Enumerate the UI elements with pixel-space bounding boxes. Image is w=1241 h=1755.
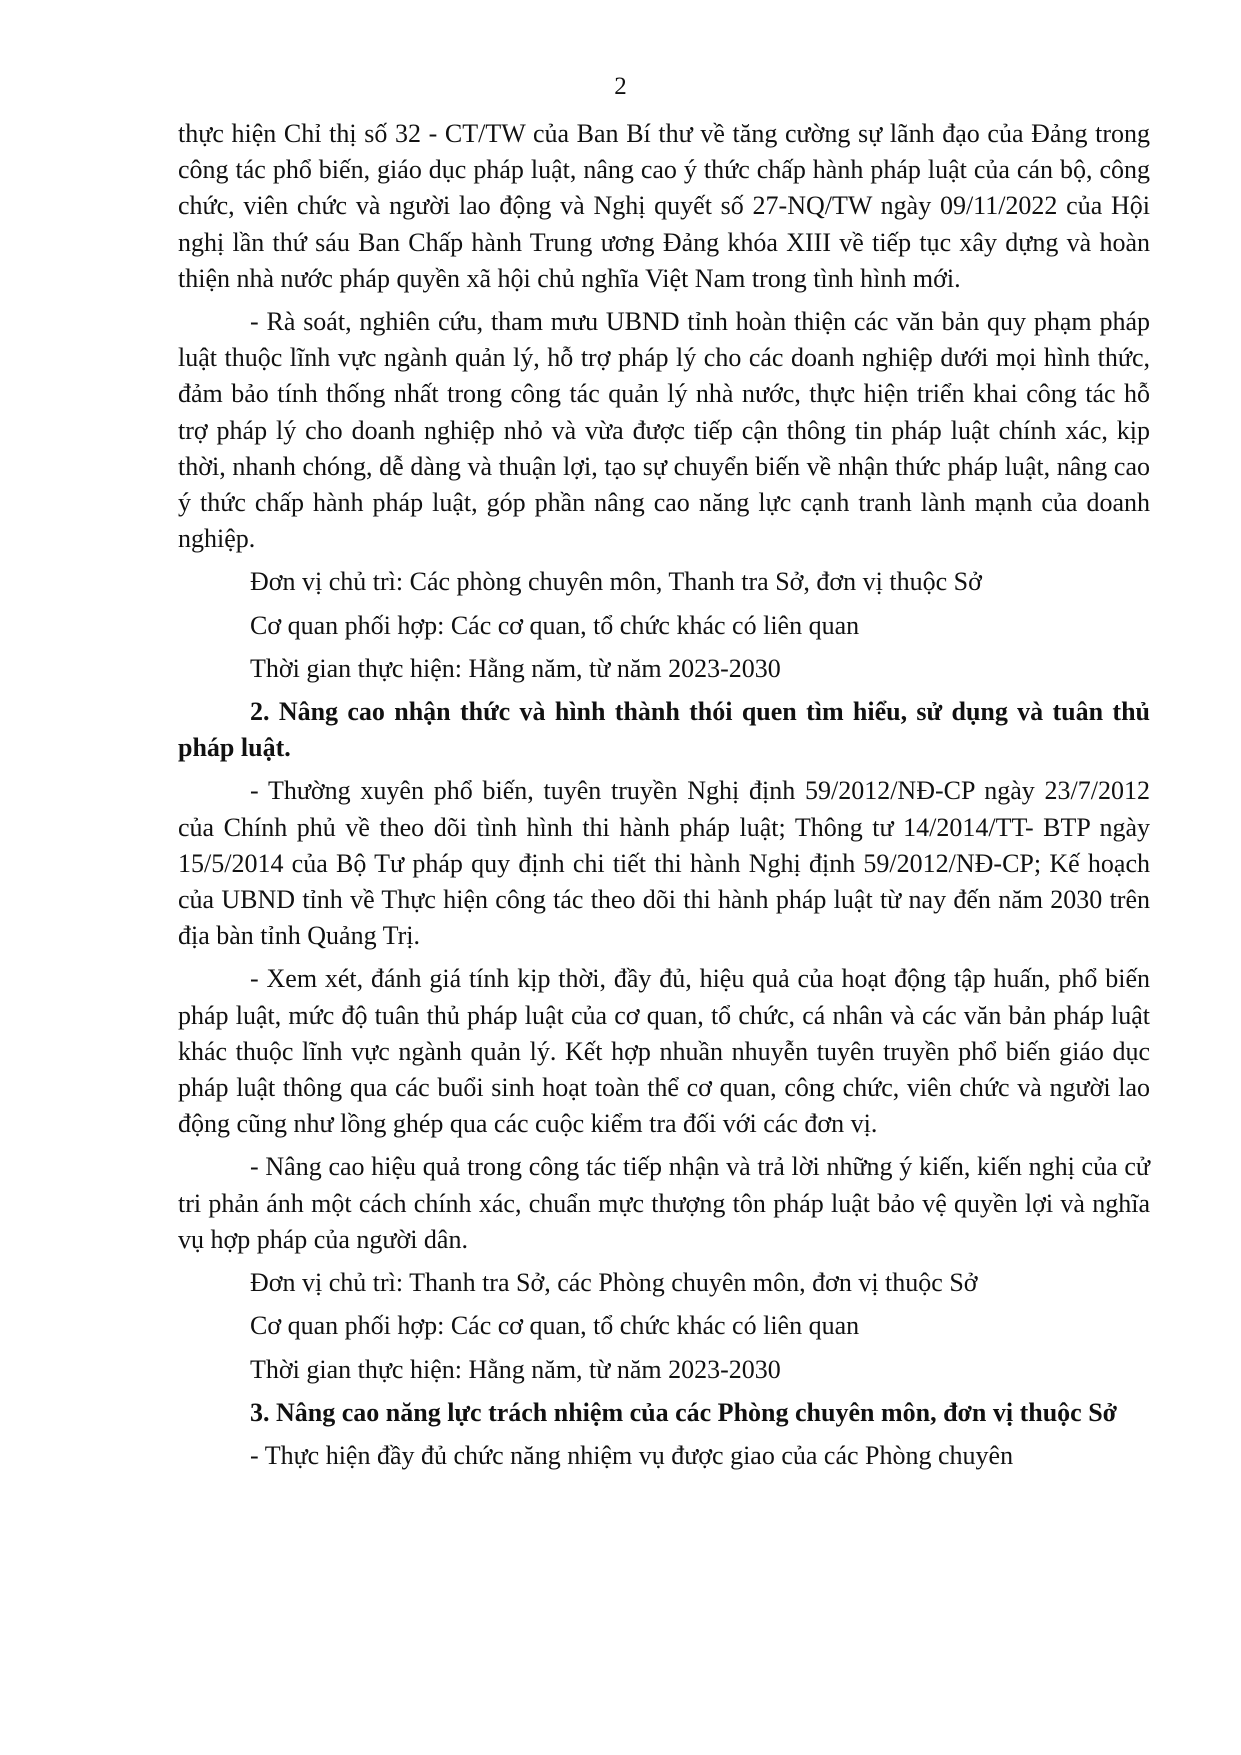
document-body (178, 116, 1150, 1481)
paragraph-perform-duties: - Thực hiện đầy đủ chức năng nhiệm vụ được giao của các Phòng chuyên (250, 1440, 1014, 1470)
lead-unit-line: Đơn vị chủ trì: Các phòng chuyên môn, Thanh tra Sở, đơn vị thuộc Sở (250, 567, 982, 597)
lead-unit-line: Đơn vị chủ trì: Thanh tra Sở, các Phòng chuyên môn, đơn vị thuộc Sở (250, 1268, 978, 1298)
paragraph-continuation: thực hiện Chỉ thị số 32 - CT/TW của Ban Bí thư về tăng cường sự lãnh đạo của Đảng trong công tác phổ biến, giáo dục pháp luật, nâng cao ý thức chấp hành pháp luật của cán bộ, công chức, viên chức và người lao động và Nghị quyết số 27-NQ/TW ngày 09/11/2022 của Hội nghị lần thứ sáu Ban Chấp hành Trung ương Đảng khóa XIII về tiếp tục xây dựng và hoàn thiện nhà nước pháp quyền xã hội chủ nghĩa Việt Nam trong tình hình mới. (178, 119, 1150, 293)
section-heading-2: 2. Nâng cao nhận thức và hình thành thói quen tìm hiểu, sử dụng và tuân thủ pháp luật. (178, 697, 1150, 763)
coordinating-agency-line: Cơ quan phối hợp: Các cơ quan, tổ chức khác có liên quan (250, 1311, 860, 1341)
section-heading-3: 3. Nâng cao năng lực trách nhiệm của các Phòng chuyên môn, đơn vị thuộc Sở (250, 1397, 1118, 1427)
page-number: 2 (614, 73, 627, 100)
paragraph-disseminate-decree: - Thường xuyên phổ biến, tuyên truyền Nghị định 59/2012/NĐ-CP ngày 23/7/2012 của Chính phủ về theo dõi tình hình thi hành pháp luật; Thông tư 14/2014/TT- BTP ngày 15/5/2014 của Bộ Tư pháp quy định chi tiết thi hành Nghị định 59/2012/NĐ-CP; Kế hoạch của UBND tỉnh về Thực hiện công tác theo dõi thi hành pháp luật từ nay đến năm 2030 trên địa bàn tỉnh Quảng Trị. (178, 776, 1150, 951)
paragraph-evaluate-training: - Xem xét, đánh giá tính kịp thời, đầy đủ, hiệu quả của hoạt động tập huấn, phổ biến pháp luật, mức độ tuân thủ pháp luật của cơ quan, tổ chức, cá nhân và các văn bản pháp luật khác thuộc lĩnh vực ngành quản lý. Kết hợp nhuần nhuyễn tuyên truyền phổ biến giáo dục pháp luật thông qua các buổi sinh hoạt toàn thể cơ quan, công chức, viên chức và người lao động cũng như lồng ghép qua các cuộc kiểm tra đối với các đơn vị. (178, 964, 1150, 1139)
coordinating-agency-line: Cơ quan phối hợp: Các cơ quan, tổ chức khác có liên quan (250, 610, 860, 640)
paragraph-voter-petitions: - Nâng cao hiệu quả trong công tác tiếp nhận và trả lời những ý kiến, kiến nghị của cử tri phản ánh một cách chính xác, chuẩn mực thượng tôn pháp luật bảo vệ quyền lợi và nghĩa vụ hợp pháp của người dân. (178, 1152, 1150, 1254)
paragraph-review-legal-documents: - Rà soát, nghiên cứu, tham mưu UBND tỉnh hoàn thiện các văn bản quy phạm pháp luật thuộc lĩnh vực ngành quản lý, hỗ trợ pháp lý cho các doanh nghiệp dưới mọi hình thức, đảm bảo tính thống nhất trong công tác quản lý nhà nước, thực hiện triển khai công tác hỗ trợ pháp lý cho doanh nghiệp nhỏ và vừa được tiếp cận thông tin pháp luật chính xác, kịp thời, nhanh chóng, dễ dàng và thuận lợi, tạo sự chuyển biến về nhận thức pháp luật, nâng cao ý thức chấp hành pháp luật, góp phần nâng cao năng lực cạnh tranh lành mạnh của doanh nghiệp. (178, 307, 1150, 554)
implementation-time-line: Thời gian thực hiện: Hằng năm, từ năm 2023-2030 (250, 653, 781, 683)
implementation-time-line: Thời gian thực hiện: Hằng năm, từ năm 2023-2030 (250, 1354, 781, 1384)
